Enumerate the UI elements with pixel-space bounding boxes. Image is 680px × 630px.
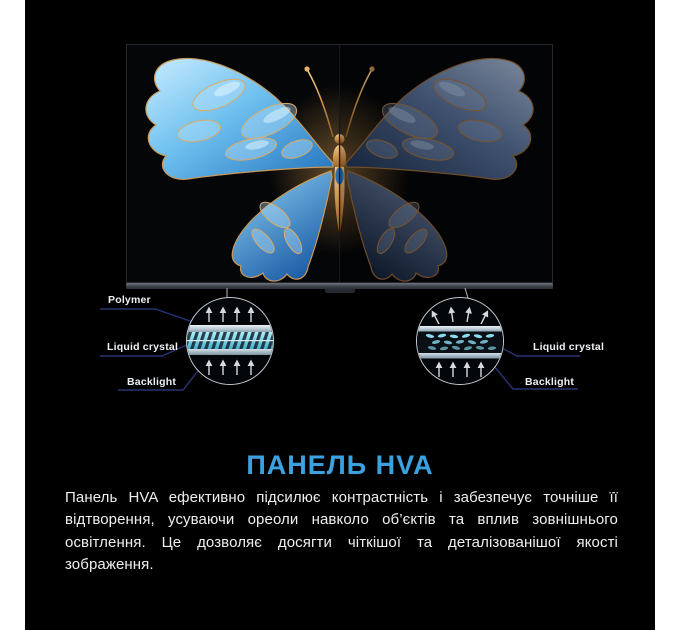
- standard-panel-layers-diagram: [416, 297, 504, 385]
- page-title: ПАНЕЛЬ HVA: [246, 450, 434, 480]
- scattered-liquid-crystal-layer: [416, 331, 504, 353]
- section-paragraph: [65, 487, 618, 577]
- polymer-layer: [186, 325, 274, 332]
- tv-screen: [126, 44, 553, 283]
- liquid-crystal-label-right: Liquid crystal: [533, 341, 605, 353]
- tv-display: [126, 44, 553, 289]
- polymer-label: Polymer: [108, 294, 151, 306]
- butterfly-image: [127, 45, 552, 282]
- paragraph-line: відтворення, усуваючи ореоли навколо об’єктів та вплив зовнішнього: [65, 511, 618, 529]
- backlight-label-right: Backlight: [525, 376, 575, 388]
- paragraph-line: освітлення. Це дозволяє досягти чіткішої та деталізованішої якості: [65, 533, 618, 551]
- paragraph-line: Панель HVA ефективно підсилює контрастність і забезпечує точніше її: [65, 489, 618, 506]
- tv-stand: [325, 289, 355, 293]
- backlight-label-left: Backlight: [127, 376, 177, 388]
- paragraph-line: зображення.: [65, 556, 154, 574]
- backlight-layer: [186, 349, 274, 355]
- hva-panel-layers-diagram: [186, 297, 274, 385]
- liquid-crystal-label-left: Liquid crystal: [107, 341, 179, 353]
